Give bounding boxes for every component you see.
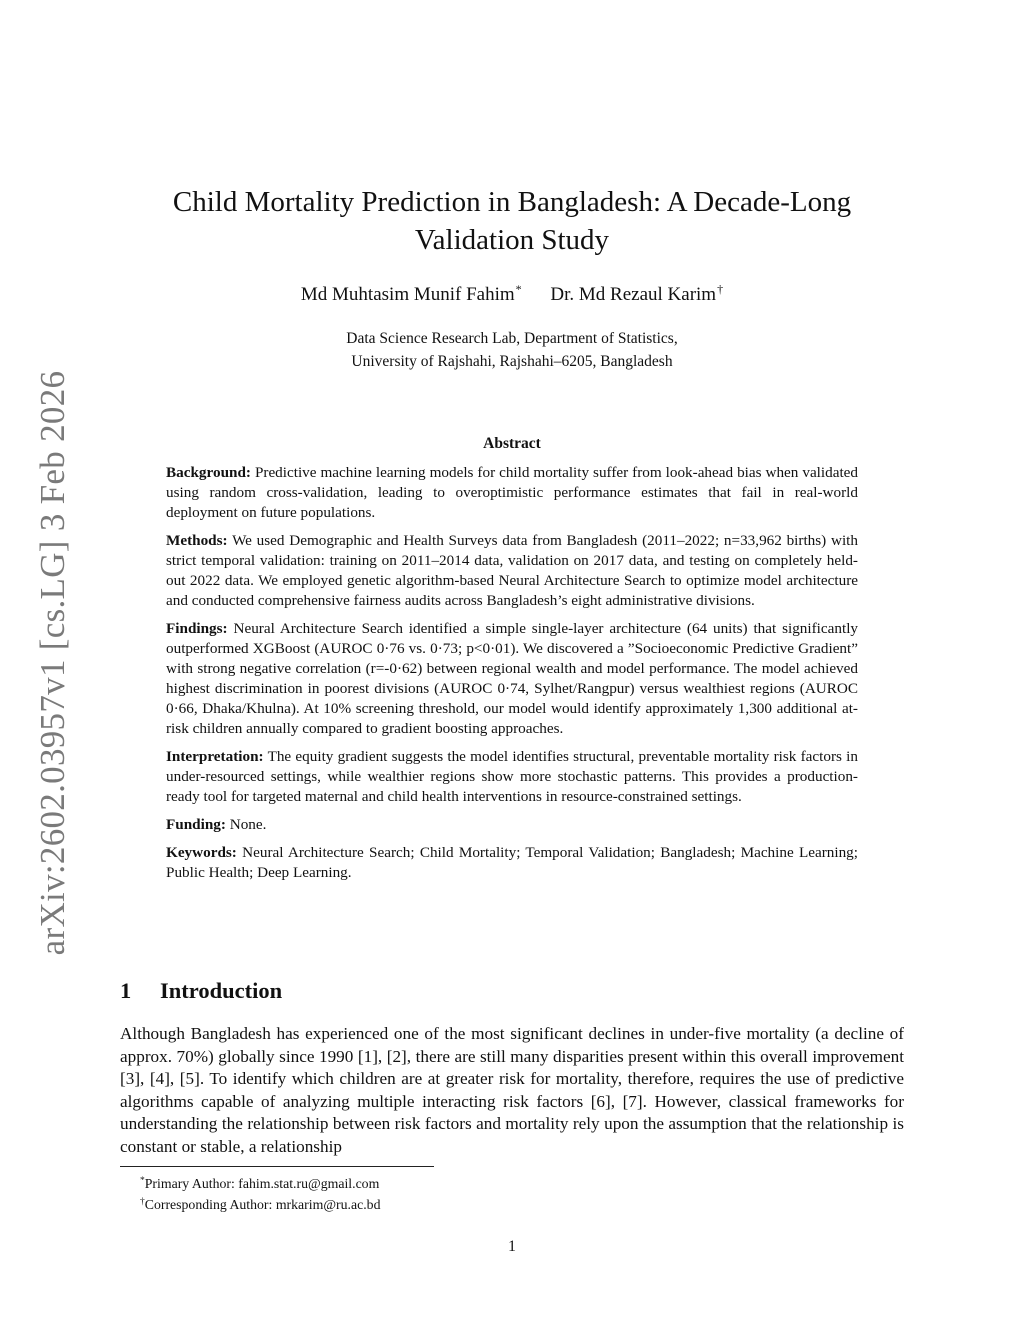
author-2 [550, 282, 723, 306]
findings-text: Neural Architecture Search identified a simple single-layer architecture (64 units) that significantly outperformed XGBoost (AUROC 0·76 vs. 0·73; p<0·01). We discovered a ”Socioeconomic Predictive Gradient” with strong negative correlation (r=-0·62) between regional wealth and model performance. The model achieved highest discrimination in poorest divisions (AUROC 0·74, Sylhet/Rangpur) versus wealthiest regions (AUROC 0·66, Dhaka/Khulna). At 10% screening threshold, our model would identify approximately 1,300 additional at-risk children annually compared to gradient boosting approaches. [166, 620, 859, 737]
footnote-1 [140, 1172, 380, 1193]
footnote-1-mark: * [140, 1176, 145, 1186]
paper-title: Child Mortality Prediction in Bangladesh: A Decade-Long Validation Study [172, 186, 852, 256]
footnote-divider [120, 1166, 434, 1167]
author-1-name: Md Muhtasim Munif Fahim [300, 284, 515, 305]
section-heading-introduction [120, 978, 282, 1004]
footnote-2 [140, 1193, 380, 1214]
findings-label: Findings: [166, 620, 228, 637]
author-2-footnote-mark: † [717, 282, 724, 296]
abstract-funding [166, 815, 858, 835]
background-label: Background: [166, 464, 251, 481]
footnote-2-text: Corresponding Author: mrkarim@ru.ac.bd [144, 1197, 381, 1212]
abstract-findings [166, 619, 858, 739]
interpretation-label: Interpretation: [166, 748, 264, 765]
abstract-body [166, 463, 858, 891]
abstract-methods [166, 531, 858, 611]
funding-label: Funding: [166, 816, 226, 833]
affiliation-line-1: Data Science Research Lab, Department of Statistics, [346, 330, 678, 347]
footnote-2-mark: † [140, 1197, 145, 1207]
page-number: 1 [508, 1238, 516, 1255]
keywords-text: Neural Architecture Search; Child Mortality; Temporal Validation; Bangladesh; Machine Learning; Public Health; Deep Learning. [166, 844, 858, 881]
affiliation-line-2: University of Rajshahi, Rajshahi–6205, Bangladesh [351, 353, 673, 370]
section-number: 1 [120, 978, 132, 1003]
author-1-footnote-mark: * [515, 282, 522, 296]
footnote-1-text: Primary Author: fahim.stat.ru@gmail.com [144, 1176, 380, 1191]
abstract-background [166, 463, 858, 523]
interpretation-text: The equity gradient suggests the model identifies structural, preventable mortality risk factors in under-resourced settings, while wealthier regions show more stochastic patterns. This provides a production-ready tool for targeted maternal and child health interventions in resource-constrained settings. [166, 748, 858, 805]
methods-label: Methods: [166, 532, 228, 549]
affiliation [120, 327, 904, 373]
funding-text: None. [229, 816, 267, 833]
introduction-paragraph: Although Bangladesh has experienced one of the most significant declines in under-five mortality (a decline of approx. 70%) globally since 1990 [1], [2], there are still many disparities present within this overall improvement [3], [4], [5]. To identify which children are at greater risk for mortality, therefore, requires the use of predictive algorithms capable of analyzing multiple interacting risk factors [6], [7]. However, classical frameworks for understanding the relationship between risk factors and mortality rely upon the assumption that the relationship is constant or stable, a relationship [120, 1024, 904, 1156]
arxiv-identifier-stamp: arXiv:2602.03957v1 [cs.LG] 3 Feb 2026 [33, 370, 72, 956]
footnotes [140, 1172, 380, 1214]
methods-text: We used Demographic and Health Surveys data from Bangladesh (2011–2022; n=33,962 births) with strict temporal validation: training on 2011–2014 data, validation on 2017 data, and testing on completely held-out 2022 data. We employed genetic algorithm-based Neural Architecture Search to optimize model architecture and conducted comprehensive fairness audits across Bangladesh’s eight administrative divisions. [166, 532, 858, 609]
abstract-heading: Abstract [483, 435, 541, 452]
author-2-name: Dr. Md Rezaul Karim [550, 284, 717, 305]
keywords-label: Keywords: [166, 844, 237, 861]
author-list [120, 282, 904, 306]
background-text: Predictive machine learning models for child mortality suffer from look-ahead bias when validated using random cross-validation, leading to overoptimistic performance estimates that fail in real-world deployment on future populations. [166, 464, 859, 521]
author-1 [301, 282, 522, 306]
abstract-keywords [166, 843, 858, 883]
section-title: Introduction [160, 978, 283, 1003]
abstract-interpretation [166, 747, 858, 807]
